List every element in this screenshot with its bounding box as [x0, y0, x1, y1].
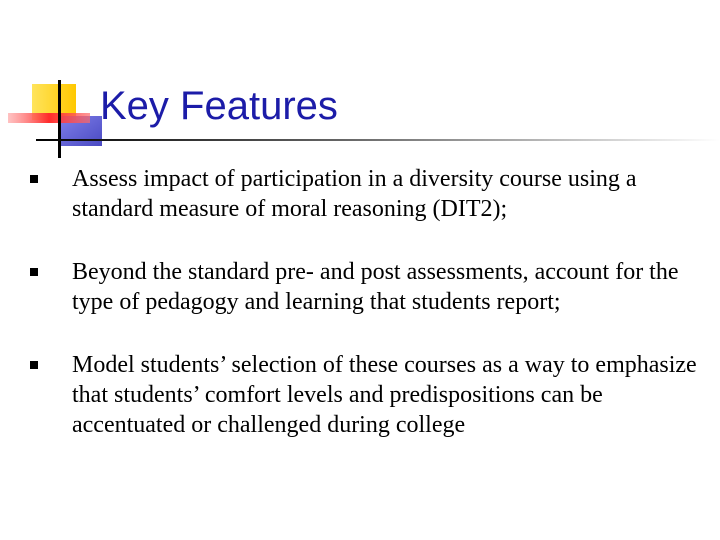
bullet-text: Model students’ selection of these courses as a way to emphasize that students’ comfort levels and predispositions can be accentuated or challenged during college [72, 352, 697, 438]
bullet-text: Beyond the standard pre- and post assessments, account for the type of pedagogy and learning that students report; [72, 259, 679, 315]
square-bullet-icon [30, 175, 38, 183]
title-decoration [0, 0, 110, 170]
bullet-item [30, 257, 710, 317]
decor-vertical-line [58, 80, 61, 158]
bullet-text: Assess impact of participation in a diversity course using a standard measure of moral reasoning (DIT2); [72, 166, 637, 222]
slide-title: Key Features [100, 84, 338, 128]
title-underline [36, 139, 720, 141]
square-bullet-icon [30, 361, 38, 369]
square-bullet-icon [30, 268, 38, 276]
bullet-item [30, 350, 710, 440]
decor-red-bar [8, 113, 90, 123]
bullet-item [30, 164, 710, 224]
bullet-list [30, 164, 710, 473]
